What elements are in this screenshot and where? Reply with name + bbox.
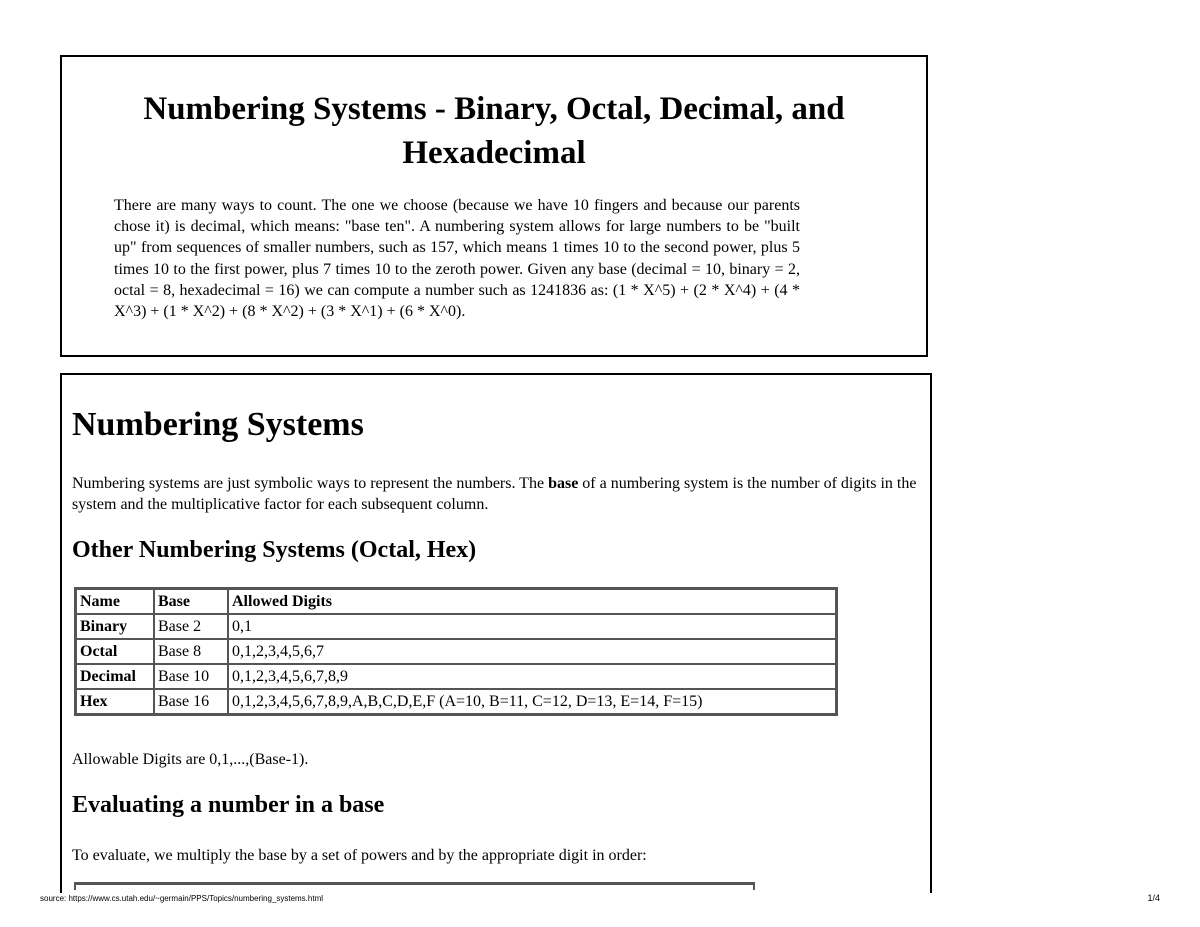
definition-text-end: of a numbering system is the number of digits in the system and the multiplicative factor for each subsequent column. (72, 475, 917, 513)
table-row (76, 639, 836, 664)
intro-paragraph: There are many ways to count. The one we choose (because we have 10 fingers and because our parents chose it) is decimal, which means: "base ten". A numbering system allows for large numbers to be "built up" from sequences of smaller numbers, such as 157, which means 1 times 10 to the second power, plus 5 times 10 to the first power, plus 7 times 10 to the zeroth power. Given any base (decimal = 10, binary = 2, octal = 8, hexadecimal = 16) we can compute a number such as 1241836 as: (1 * X^5) + (2 * X^4) + (4 * X^3) + (1 * X^2) + (8 * X^2) + (3 * X^1) + (6 * X^0). (114, 197, 800, 321)
table-header-row (76, 589, 836, 614)
other-systems-heading: Other Numbering Systems (Octal, Hex) (72, 537, 477, 563)
evaluate-paragraph: To evaluate, we multiply the base by a set of powers and by the appropriate digit in order: (72, 847, 647, 864)
system-name: Hex (76, 689, 154, 714)
definition-paragraph (72, 473, 926, 515)
numbering-systems-table (74, 587, 838, 716)
definition-text-start: Numbering systems are just symbolic ways to represent the numbers. The (72, 475, 549, 492)
base-term: base (548, 475, 579, 492)
column-header: Base (154, 589, 228, 614)
document-title: Numbering Systems - Binary, Octal, Decimal, and Hexadecimal (143, 91, 845, 171)
system-base: Base 16 (154, 689, 228, 714)
system-base: Base 10 (154, 664, 228, 689)
section-heading: Numbering Systems (72, 406, 364, 443)
system-name: Octal (76, 639, 154, 664)
system-digits: 0,1,2,3,4,5,6,7,8,9,A,B,C,D,E,F (A=10, B=11, C=12, D=13, E=14, F=15) (228, 689, 836, 714)
title-box (60, 55, 928, 357)
system-name: Binary (76, 614, 154, 639)
system-base: Base 2 (154, 614, 228, 639)
system-digits: 0,1 (228, 614, 836, 639)
table-row (76, 614, 836, 639)
article-box (60, 373, 932, 893)
system-base: Base 8 (154, 639, 228, 664)
evaluating-heading: Evaluating a number in a base (72, 792, 385, 818)
column-header: Allowed Digits (228, 589, 836, 614)
table-row (76, 689, 836, 714)
system-digits: 0,1,2,3,4,5,6,7 (228, 639, 836, 664)
source-url: source: https://www.cs.utah.edu/~germain/PPS/Topics/numbering_systems.html (40, 894, 324, 903)
page-number: 1/4 (1147, 893, 1160, 903)
system-digits: 0,1,2,3,4,5,6,7,8,9 (228, 664, 836, 689)
allowable-digits-note: Allowable Digits are 0,1,...,(Base-1). (72, 751, 309, 768)
system-name: Decimal (76, 664, 154, 689)
table-row (76, 664, 836, 689)
continued-table-edge (74, 882, 755, 890)
column-header: Name (76, 589, 154, 614)
